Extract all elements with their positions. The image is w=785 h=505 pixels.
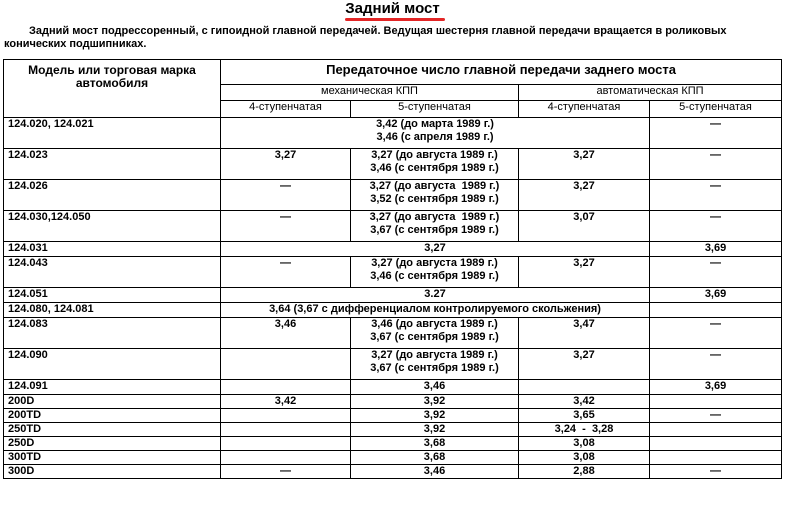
cell-manual-5: 3,92 <box>351 395 519 409</box>
cell-model: 124.083 <box>4 318 221 349</box>
cell-manual-5: 3,27 (до августа 1989 г.) 3,67 (с сентября 1989 г.) <box>351 211 519 242</box>
cell-model: 124.051 <box>4 288 221 303</box>
cell-auto-5: — <box>650 118 782 149</box>
cell-auto-5: 3,69 <box>650 242 782 257</box>
cell-auto-5: — <box>650 409 782 423</box>
cell-manual-4: — <box>221 257 351 288</box>
cell-auto-5: — <box>650 465 782 479</box>
table-row <box>4 349 782 380</box>
cell-model: 124.026 <box>4 180 221 211</box>
header-manual-5: 5-ступенчатая <box>351 101 519 118</box>
cell-model: 124.090 <box>4 349 221 380</box>
table-row <box>4 437 782 451</box>
cell-manual-5: 3,68 <box>351 451 519 465</box>
cell-auto-4: 3,27 <box>519 257 650 288</box>
header-ratio: Передаточное число главной передачи заднего моста <box>221 60 782 85</box>
table-row <box>4 465 782 479</box>
cell-model: 124.043 <box>4 257 221 288</box>
table-row <box>4 451 782 465</box>
cell-auto-5: — <box>650 149 782 180</box>
cell-model: 124.023 <box>4 149 221 180</box>
cell-manual-5: 3,46 <box>351 465 519 479</box>
cell-auto-4: 3,08 <box>519 437 650 451</box>
cell-auto-5: — <box>650 180 782 211</box>
table-row <box>4 180 782 211</box>
cell-auto-4: 3,24 - 3,28 <box>519 423 650 437</box>
header-model: Модель или торговая марка автомобиля <box>4 60 221 118</box>
cell-auto-4: 3,07 <box>519 211 650 242</box>
table-row <box>4 118 782 149</box>
header-manual-4: 4-ступенчатая <box>221 101 351 118</box>
cell-model: 124.091 <box>4 380 221 395</box>
header-auto: автоматическая КПП <box>519 85 782 101</box>
table-row <box>4 257 782 288</box>
cell-model: 124.020, 124.021 <box>4 118 221 149</box>
cell-auto-4: 3,65 <box>519 409 650 423</box>
table-row <box>4 380 782 395</box>
cell-manual-5: 3,46 (до августа 1989 г.) 3,67 (с сентября 1989 г.) <box>351 318 519 349</box>
table-row <box>4 318 782 349</box>
cell-ratio-span: 3.27 <box>221 288 650 303</box>
cell-auto-5 <box>650 451 782 465</box>
cell-manual-4: — <box>221 211 351 242</box>
cell-ratio-span: 3,27 <box>221 242 650 257</box>
cell-manual-5: 3,27 (до августа 1989 г.) 3,46 (с сентября 1989 г.) <box>351 149 519 180</box>
cell-manual-4: 3,27 <box>221 149 351 180</box>
cell-manual-5: 3,92 <box>351 409 519 423</box>
cell-manual-5: 3,68 <box>351 437 519 451</box>
cell-manual-4: 3,46 <box>221 318 351 349</box>
cell-auto-4 <box>519 380 650 395</box>
table-row <box>4 395 782 409</box>
cell-auto-5: 3,69 <box>650 380 782 395</box>
cell-model: 300D <box>4 465 221 479</box>
intro-paragraph: Задний мост подрессоренный, с гипоидной главной передачей. Ведущая шестерня главной передачи вращается в роликовых конических подшипниках. <box>4 25 727 50</box>
cell-auto-5 <box>650 437 782 451</box>
cell-manual-4: — <box>221 465 351 479</box>
cell-auto-5: — <box>650 349 782 380</box>
cell-manual-5: 3,92 <box>351 423 519 437</box>
table-row <box>4 288 782 303</box>
cell-manual-4 <box>221 423 351 437</box>
gear-ratio-table <box>3 59 782 479</box>
cell-manual-4 <box>221 409 351 423</box>
cell-manual-4 <box>221 437 351 451</box>
cell-auto-5 <box>650 423 782 437</box>
cell-manual-4 <box>221 349 351 380</box>
table-row <box>4 242 782 257</box>
cell-manual-5: 3,27 (до августа 1989 г.) 3,67 (с сентября 1989 г.) <box>351 349 519 380</box>
cell-auto-4: 3,27 <box>519 349 650 380</box>
cell-auto-4: 3,47 <box>519 318 650 349</box>
cell-auto-4: 3,42 <box>519 395 650 409</box>
cell-manual-4 <box>221 451 351 465</box>
cell-auto-5: 3,69 <box>650 288 782 303</box>
header-manual: механическая КПП <box>221 85 519 101</box>
cell-manual-4: 3,42 <box>221 395 351 409</box>
table-row <box>4 149 782 180</box>
header-auto-5: 5-ступенчатая <box>650 101 782 118</box>
cell-ratio-span: 3,42 (до марта 1989 г.) 3,46 (с апреля 1989 г.) <box>221 118 650 149</box>
table-row <box>4 423 782 437</box>
cell-manual-5: 3,27 (до августа 1989 г.) 3,46 (с сентября 1989 г.) <box>351 257 519 288</box>
cell-model: 124.030,124.050 <box>4 211 221 242</box>
cell-manual-5: 3,46 <box>351 380 519 395</box>
cell-model: 200D <box>4 395 221 409</box>
title-underline <box>345 18 445 21</box>
cell-model: 250D <box>4 437 221 451</box>
cell-auto-5 <box>650 395 782 409</box>
cell-auto-5: — <box>650 211 782 242</box>
table-row <box>4 211 782 242</box>
cell-model: 250TD <box>4 423 221 437</box>
cell-auto-4: 3,27 <box>519 180 650 211</box>
cell-model: 200TD <box>4 409 221 423</box>
cell-model: 124.031 <box>4 242 221 257</box>
cell-manual-5: 3,27 (до августа 1989 г.) 3,52 (с сентября 1989 г.) <box>351 180 519 211</box>
table-row <box>4 303 782 318</box>
cell-auto-5 <box>650 303 782 318</box>
cell-model: 124.080, 124.081 <box>4 303 221 318</box>
table-row <box>4 409 782 423</box>
cell-auto-5: — <box>650 257 782 288</box>
cell-auto-5: — <box>650 318 782 349</box>
cell-auto-4: 3,08 <box>519 451 650 465</box>
cell-auto-4: 3,27 <box>519 149 650 180</box>
header-auto-4: 4-ступенчатая <box>519 101 650 118</box>
cell-ratio-span: 3,64 (3,67 с дифференциалом контролируемого скольжения) <box>221 303 650 318</box>
cell-auto-4: 2,88 <box>519 465 650 479</box>
page-title: Задний мост <box>345 0 440 17</box>
cell-model: 300TD <box>4 451 221 465</box>
cell-manual-4 <box>221 380 351 395</box>
cell-manual-4: — <box>221 180 351 211</box>
